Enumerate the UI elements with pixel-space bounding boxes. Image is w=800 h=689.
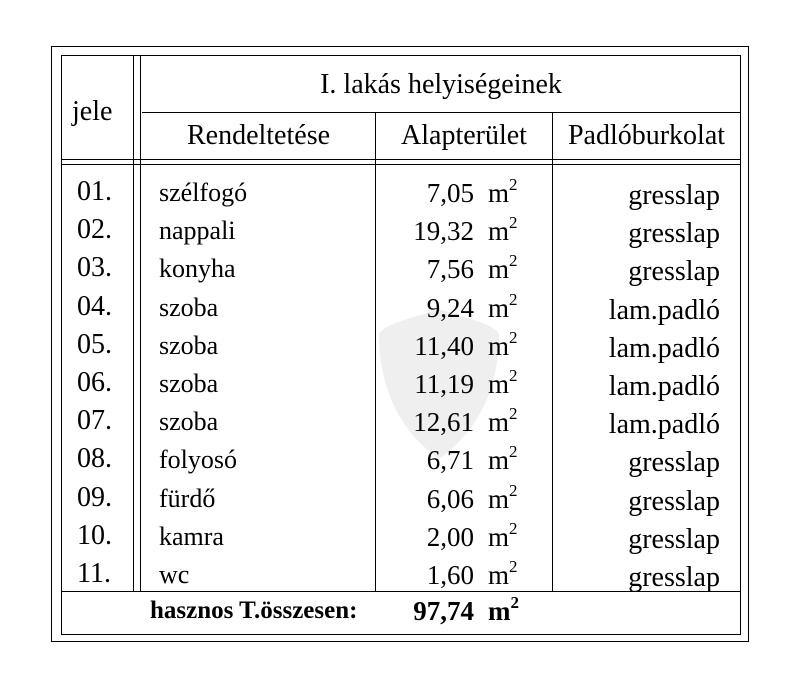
row-alapterulet: 9,24 <box>426 292 474 323</box>
row-rendeltetes: konyha <box>159 254 236 284</box>
unit-exponent: 2 <box>509 442 518 462</box>
header-alapterulet: Alapterület <box>401 120 527 151</box>
area-floor-divider <box>552 112 553 591</box>
row-padloburkolat: gresslap <box>628 485 720 517</box>
unit-base: m <box>488 521 510 552</box>
unit-exponent: 2 <box>509 366 518 385</box>
row-jele: 01. <box>77 176 112 207</box>
title-divider <box>142 112 740 113</box>
room-table <box>61 55 741 635</box>
header-divider-2 <box>62 164 740 165</box>
unit-exponent: 2 <box>509 251 518 271</box>
header-rendeltetese: Rendeltetése <box>186 120 331 151</box>
row-unit <box>488 404 518 438</box>
row-rendeltetes: szoba <box>159 407 219 437</box>
unit-exponent: 2 <box>509 557 518 576</box>
row-rendeltetes: fürdő <box>159 483 216 513</box>
row-jele: 04. <box>77 290 112 322</box>
row-padloburkolat: gresslap <box>628 256 720 288</box>
row-rendeltetes: szélfogó <box>159 178 248 207</box>
header-divider-1 <box>62 159 740 160</box>
row-unit <box>488 175 518 208</box>
row-alapterulet: 12,61 <box>413 407 474 438</box>
row-jele: 06. <box>77 367 112 398</box>
row-padloburkolat: lam.padló <box>608 294 720 326</box>
unit-base: m <box>488 216 510 247</box>
unit-base: m <box>488 330 510 361</box>
jele-divider-2 <box>140 56 141 591</box>
row-jele: 09. <box>77 481 112 513</box>
unit-exponent: 2 <box>509 518 518 538</box>
row-padloburkolat: lam.padló <box>608 371 720 402</box>
row-jele: 02. <box>77 214 112 246</box>
header-padloburkolat: Padlóburkolat <box>567 120 726 151</box>
row-alapterulet: 11,40 <box>414 330 474 361</box>
row-jele: 03. <box>77 252 112 284</box>
row-padloburkolat: lam.padló <box>608 409 720 441</box>
table-title: I. lakás helyiségeinek <box>320 69 562 100</box>
unit-exponent: 2 <box>509 327 518 347</box>
row-padloburkolat: gresslap <box>628 562 720 593</box>
row-unit <box>488 289 518 323</box>
row-alapterulet: 7,05 <box>426 178 474 208</box>
row-unit <box>488 366 518 399</box>
row-alapterulet: 11,19 <box>414 369 474 399</box>
row-rendeltetes: szoba <box>159 369 219 398</box>
unit-base: m <box>488 407 510 438</box>
row-rendeltetes: wc <box>159 560 190 589</box>
unit-exponent: 2 <box>509 404 518 424</box>
row-unit <box>488 251 518 285</box>
unit-base: m <box>488 254 510 285</box>
row-jele: 10. <box>77 519 112 551</box>
total-area: 97,74 <box>413 596 474 626</box>
row-padloburkolat: lam.padló <box>608 332 720 364</box>
unit-base: m <box>488 178 510 208</box>
unit-exponent: 2 <box>509 175 518 194</box>
row-padloburkolat: gresslap <box>628 523 720 555</box>
row-alapterulet: 2,00 <box>426 521 474 552</box>
total-unit: $m^2$ <box>488 593 519 626</box>
row-rendeltetes: szoba <box>159 292 219 322</box>
row-unit <box>488 213 518 247</box>
row-alapterulet: 6,06 <box>426 483 474 514</box>
row-unit <box>488 442 518 476</box>
row-alapterulet: 1,60 <box>426 560 474 590</box>
unit-exponent: 2 <box>509 480 518 500</box>
unit-base: m <box>488 483 510 514</box>
header-jele: jele <box>72 96 113 127</box>
row-rendeltetes: kamra <box>159 521 224 551</box>
unit-exponent: 2 <box>509 289 518 309</box>
row-unit <box>488 327 518 361</box>
unit-base: m <box>488 292 510 323</box>
row-unit <box>488 557 518 590</box>
row-jele: 07. <box>77 405 112 437</box>
row-alapterulet: 6,71 <box>426 445 474 476</box>
row-rendeltetes: szoba <box>159 330 219 360</box>
row-jele: 11. <box>77 558 111 589</box>
row-padloburkolat: gresslap <box>628 447 720 479</box>
row-rendeltetes: nappali <box>159 216 236 246</box>
row-padloburkolat: gresslap <box>628 180 720 211</box>
unit-base: m <box>488 445 510 476</box>
row-alapterulet: 7,56 <box>426 254 474 285</box>
unit-base: m <box>488 560 510 590</box>
row-unit <box>488 480 518 514</box>
row-padloburkolat: gresslap <box>628 218 720 250</box>
row-jele: 05. <box>77 328 112 360</box>
name-area-divider <box>375 112 376 591</box>
row-jele: 08. <box>77 443 112 475</box>
unit-base: m <box>488 369 510 399</box>
row-unit <box>488 518 518 552</box>
total-label: hasznos T.összesen: <box>150 597 358 624</box>
unit-exponent: 2 <box>509 213 518 233</box>
row-rendeltetes: folyosó <box>159 445 237 475</box>
row-alapterulet: 19,32 <box>413 216 474 247</box>
